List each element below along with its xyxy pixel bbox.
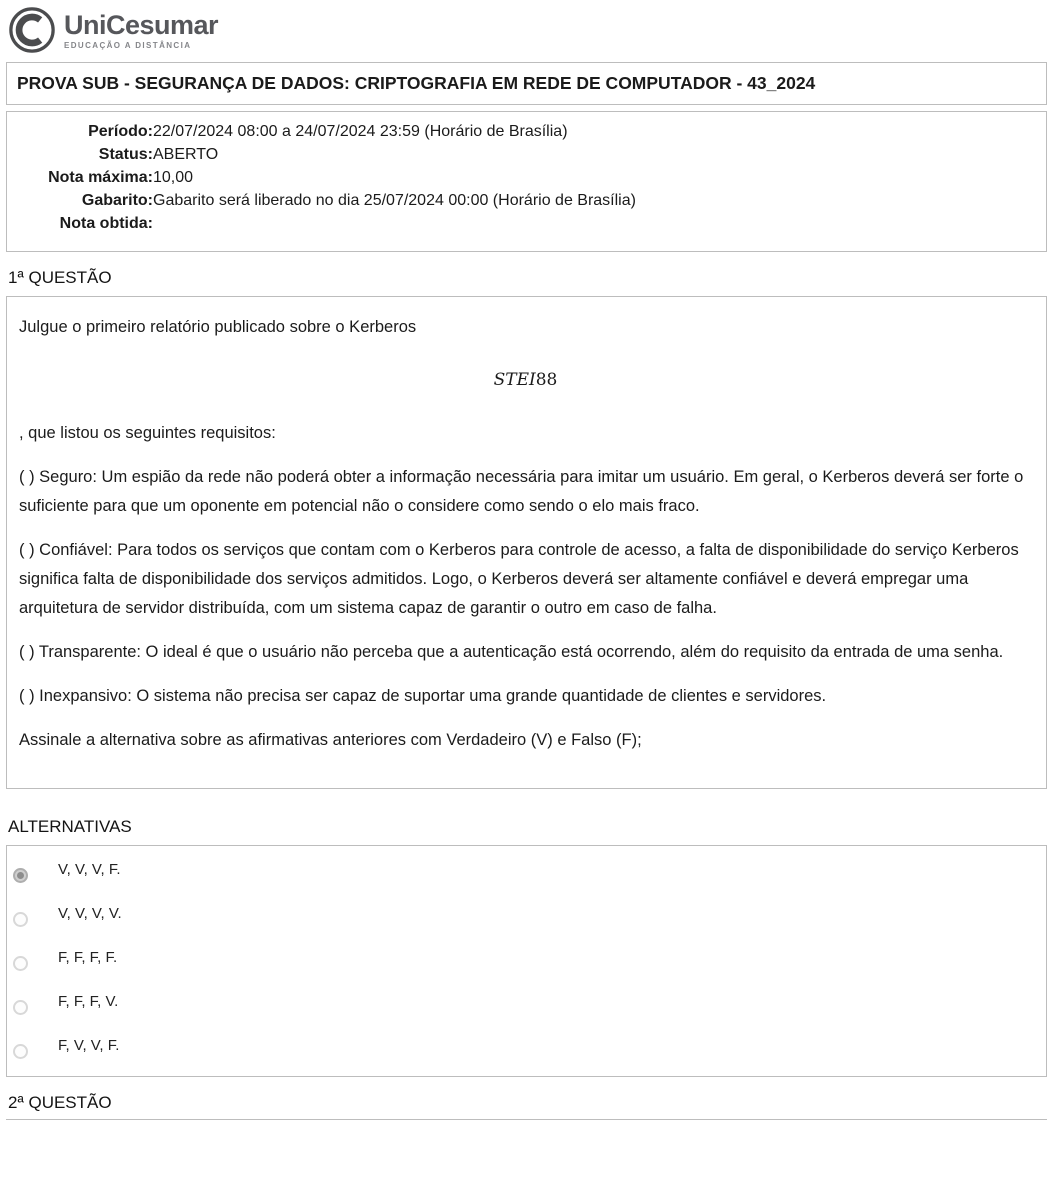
info-row-nota-obtida [7, 212, 1036, 235]
brand-tagline: EDUCAÇÃO A DISTÂNCIA [64, 40, 192, 50]
info-value: ABERTO [153, 146, 219, 163]
radio-button[interactable] [13, 868, 28, 883]
info-value: 22/07/2024 08:00 a 24/07/2024 23:59 (Horário de Brasília) [153, 123, 568, 140]
question-item-2: ( ) Confiável: Para todos os serviços que contam com o Kerberos para controle de acesso, a falta de disponibilidade do serviço Kerberos significa falta de disponibilidade dos serviços admitidos. Logo, o Kerberos deverá ser altamente confiável e deverá empregar uma arquitetura de servidor distribuída, com um sistema capaz de garantir o outro em caso de falha. [19, 541, 1019, 617]
question-1-heading: 1ª QUESTÃO [8, 268, 112, 287]
info-label: Período: [88, 123, 153, 140]
question-1-body [6, 296, 1047, 789]
unicesumar-logo-icon [8, 6, 56, 54]
question-intro: Julgue o primeiro relatório publicado sobre o Kerberos [19, 318, 417, 336]
info-row-gabarito [7, 189, 1036, 212]
question-item-4: ( ) Inexpansivo: O sistema não precisa ser capaz de suportar uma grande quantidade de clientes e servidores. [19, 687, 827, 705]
radio-button[interactable] [13, 912, 28, 927]
question-closing: Assinale a alternativa sobre as afirmativas anteriores com Verdadeiro (V) e Falso (F); [19, 731, 642, 749]
alternative-option-2[interactable] [7, 894, 1046, 938]
brand-name: UniCesumar [64, 9, 219, 40]
exam-title-bar [6, 62, 1047, 105]
info-label: Status: [98, 146, 153, 163]
question-citation [19, 366, 1032, 395]
next-question-box-top-border [6, 1119, 1047, 1120]
info-row-nota-maxima [7, 166, 1036, 189]
info-label: Nota obtida: [59, 215, 153, 232]
question-item-3: ( ) Transparente: O ideal é que o usuário não perceba que a autenticação está ocorrendo, além do requisito da entrada de uma senha. [19, 643, 1004, 661]
info-label: Gabarito: [81, 192, 153, 209]
exam-info-box [6, 111, 1047, 252]
option-label: V, V, V, F. [58, 861, 121, 878]
citation-word: STEI [493, 370, 536, 390]
alternative-option-5[interactable] [7, 1026, 1046, 1070]
option-label: F, F, F, F. [58, 949, 118, 966]
radio-button[interactable] [13, 956, 28, 971]
alternative-option-4[interactable] [7, 982, 1046, 1026]
info-row-status [7, 143, 1036, 166]
info-label: Nota máxima: [48, 169, 153, 186]
alternatives-box [6, 845, 1047, 1077]
option-label: F, F, F, V. [58, 993, 119, 1010]
radio-button[interactable] [13, 1044, 28, 1059]
info-value: Gabarito será liberado no dia 25/07/2024 00:00 (Horário de Brasília) [153, 192, 636, 209]
brand-text-block [64, 11, 218, 50]
info-row-periodo [7, 120, 1036, 143]
citation-digits: 88 [535, 370, 558, 390]
option-label: V, V, V, V. [58, 905, 122, 922]
alternatives-heading: ALTERNATIVAS [8, 817, 132, 836]
brand-header [8, 4, 1047, 56]
alternative-option-3[interactable] [7, 938, 1046, 982]
radio-button[interactable] [13, 1000, 28, 1015]
question-2-heading: 2ª QUESTÃO [8, 1093, 112, 1112]
option-label: F, V, V, F. [58, 1037, 120, 1054]
question-after-citation: , que listou os seguintes requisitos: [19, 424, 276, 442]
info-value: 10,00 [153, 169, 194, 186]
alternative-option-1[interactable] [7, 850, 1046, 894]
question-item-1: ( ) Seguro: Um espião da rede não poderá obter a informação necessária para imitar um usuário. Em geral, o Kerberos deverá ser forte o suficiente para que um oponente em potencial não o considere como sendo o elo mais fraco. [19, 468, 1024, 515]
exam-title: PROVA SUB - SEGURANÇA DE DADOS: CRIPTOGRAFIA EM REDE DE COMPUTADOR - 43_2024 [17, 73, 816, 93]
